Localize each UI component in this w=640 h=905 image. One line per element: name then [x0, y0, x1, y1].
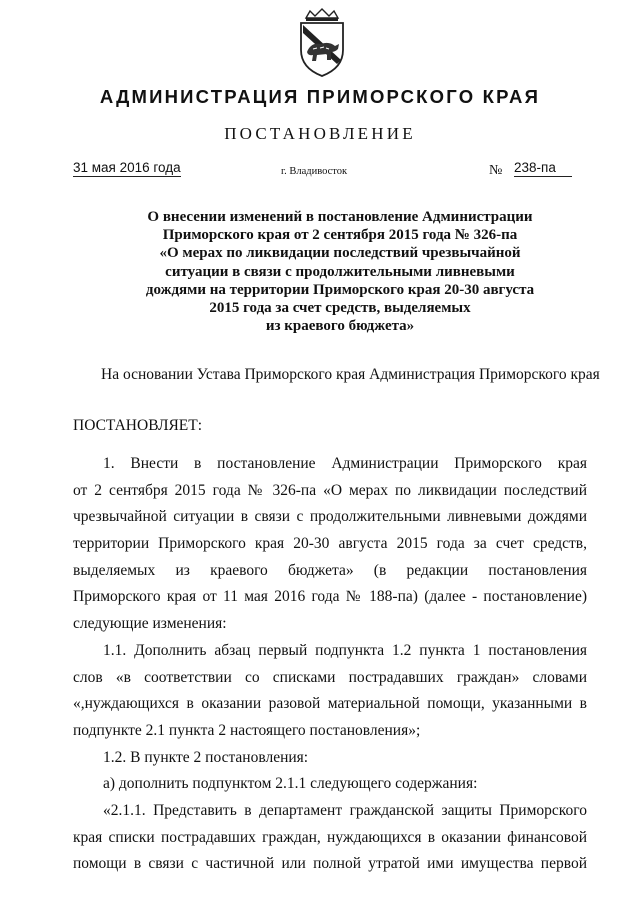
document-title	[110, 208, 570, 335]
title-line: Приморского края от 2 сентября 2015 года № 326-па	[162, 227, 518, 244]
title-line: дождями на территории Приморского края 20-30 августа	[145, 281, 535, 298]
title-line: О внесении изменений в постановление Администрации	[147, 209, 533, 225]
number-sign: №	[489, 163, 503, 178]
body-line: края списки пострадавших граждан, нуждающихся в оказании финансовой	[73, 828, 587, 846]
coat-of-arms-icon	[293, 8, 351, 78]
title-line: 2015 года за счет средств, выделяемых	[209, 300, 471, 317]
body-line: а) дополнить подпунктом 2.1.1 следующего содержания:	[103, 775, 478, 793]
body-line: следующие изменения:	[73, 615, 227, 633]
body-line: подпункте 2.1 пункта 2 настоящего постановления»;	[73, 721, 421, 739]
document-number: 238-па	[514, 160, 572, 177]
document-date: 31 мая 2016 года	[73, 160, 181, 175]
body-line: «,нуждающихся в оказании разовой материальной помощи, указанными в	[73, 695, 587, 713]
document-body	[73, 451, 587, 878]
decrees-heading: ПОСТАНОВЛЯЕТ:	[73, 417, 203, 434]
document-city: г. Владивосток	[281, 166, 348, 177]
body-line: слов «в соответствии со списками пострадавших граждан» словами	[73, 668, 587, 686]
body-line: территории Приморского края 20-30 августа 2015 года за счет средств,	[73, 535, 587, 553]
body-line: 1.2. В пункте 2 постановления:	[103, 748, 309, 766]
body-line: от 2 сентября 2015 года № 326-па «О мерах по ликвидации последствий	[73, 481, 587, 499]
legal-basis: На основании Устава Приморского края Администрация Приморского края	[101, 366, 600, 383]
body-line: 1.1. Дополнить абзац первый подпункта 1.2 пункта 1 постановления	[103, 641, 587, 659]
body-line: Приморского края от 11 мая 2016 года № 188-па) (далее - постановление)	[73, 588, 587, 606]
body-line: «2.1.1. Представить в департамент гражданской защиты Приморского	[103, 801, 587, 819]
body-line: 1. Внести в постановление Администрации Приморского края	[103, 455, 587, 472]
document-type: ПОСТАНОВЛЕНИЕ	[224, 124, 416, 143]
body-line: помощи в связи с частичной или полной утратой ими имущества первой	[73, 855, 587, 873]
title-line: ситуации в связи с продолжительными ливневыми	[165, 263, 515, 280]
organization-name: АДМИНИСТРАЦИЯ ПРИМОРСКОГО КРАЯ	[99, 86, 541, 107]
title-line: из краевого бюджета»	[265, 318, 415, 335]
body-line: чрезвычайной ситуации в связи с продолжительными ливневыми дождями	[73, 508, 587, 526]
title-line: «О мерах по ликвидации последствий чрезвычайной	[159, 245, 521, 262]
body-line: выделяемых из краевого бюджета» (в редакции постановления	[73, 561, 587, 579]
